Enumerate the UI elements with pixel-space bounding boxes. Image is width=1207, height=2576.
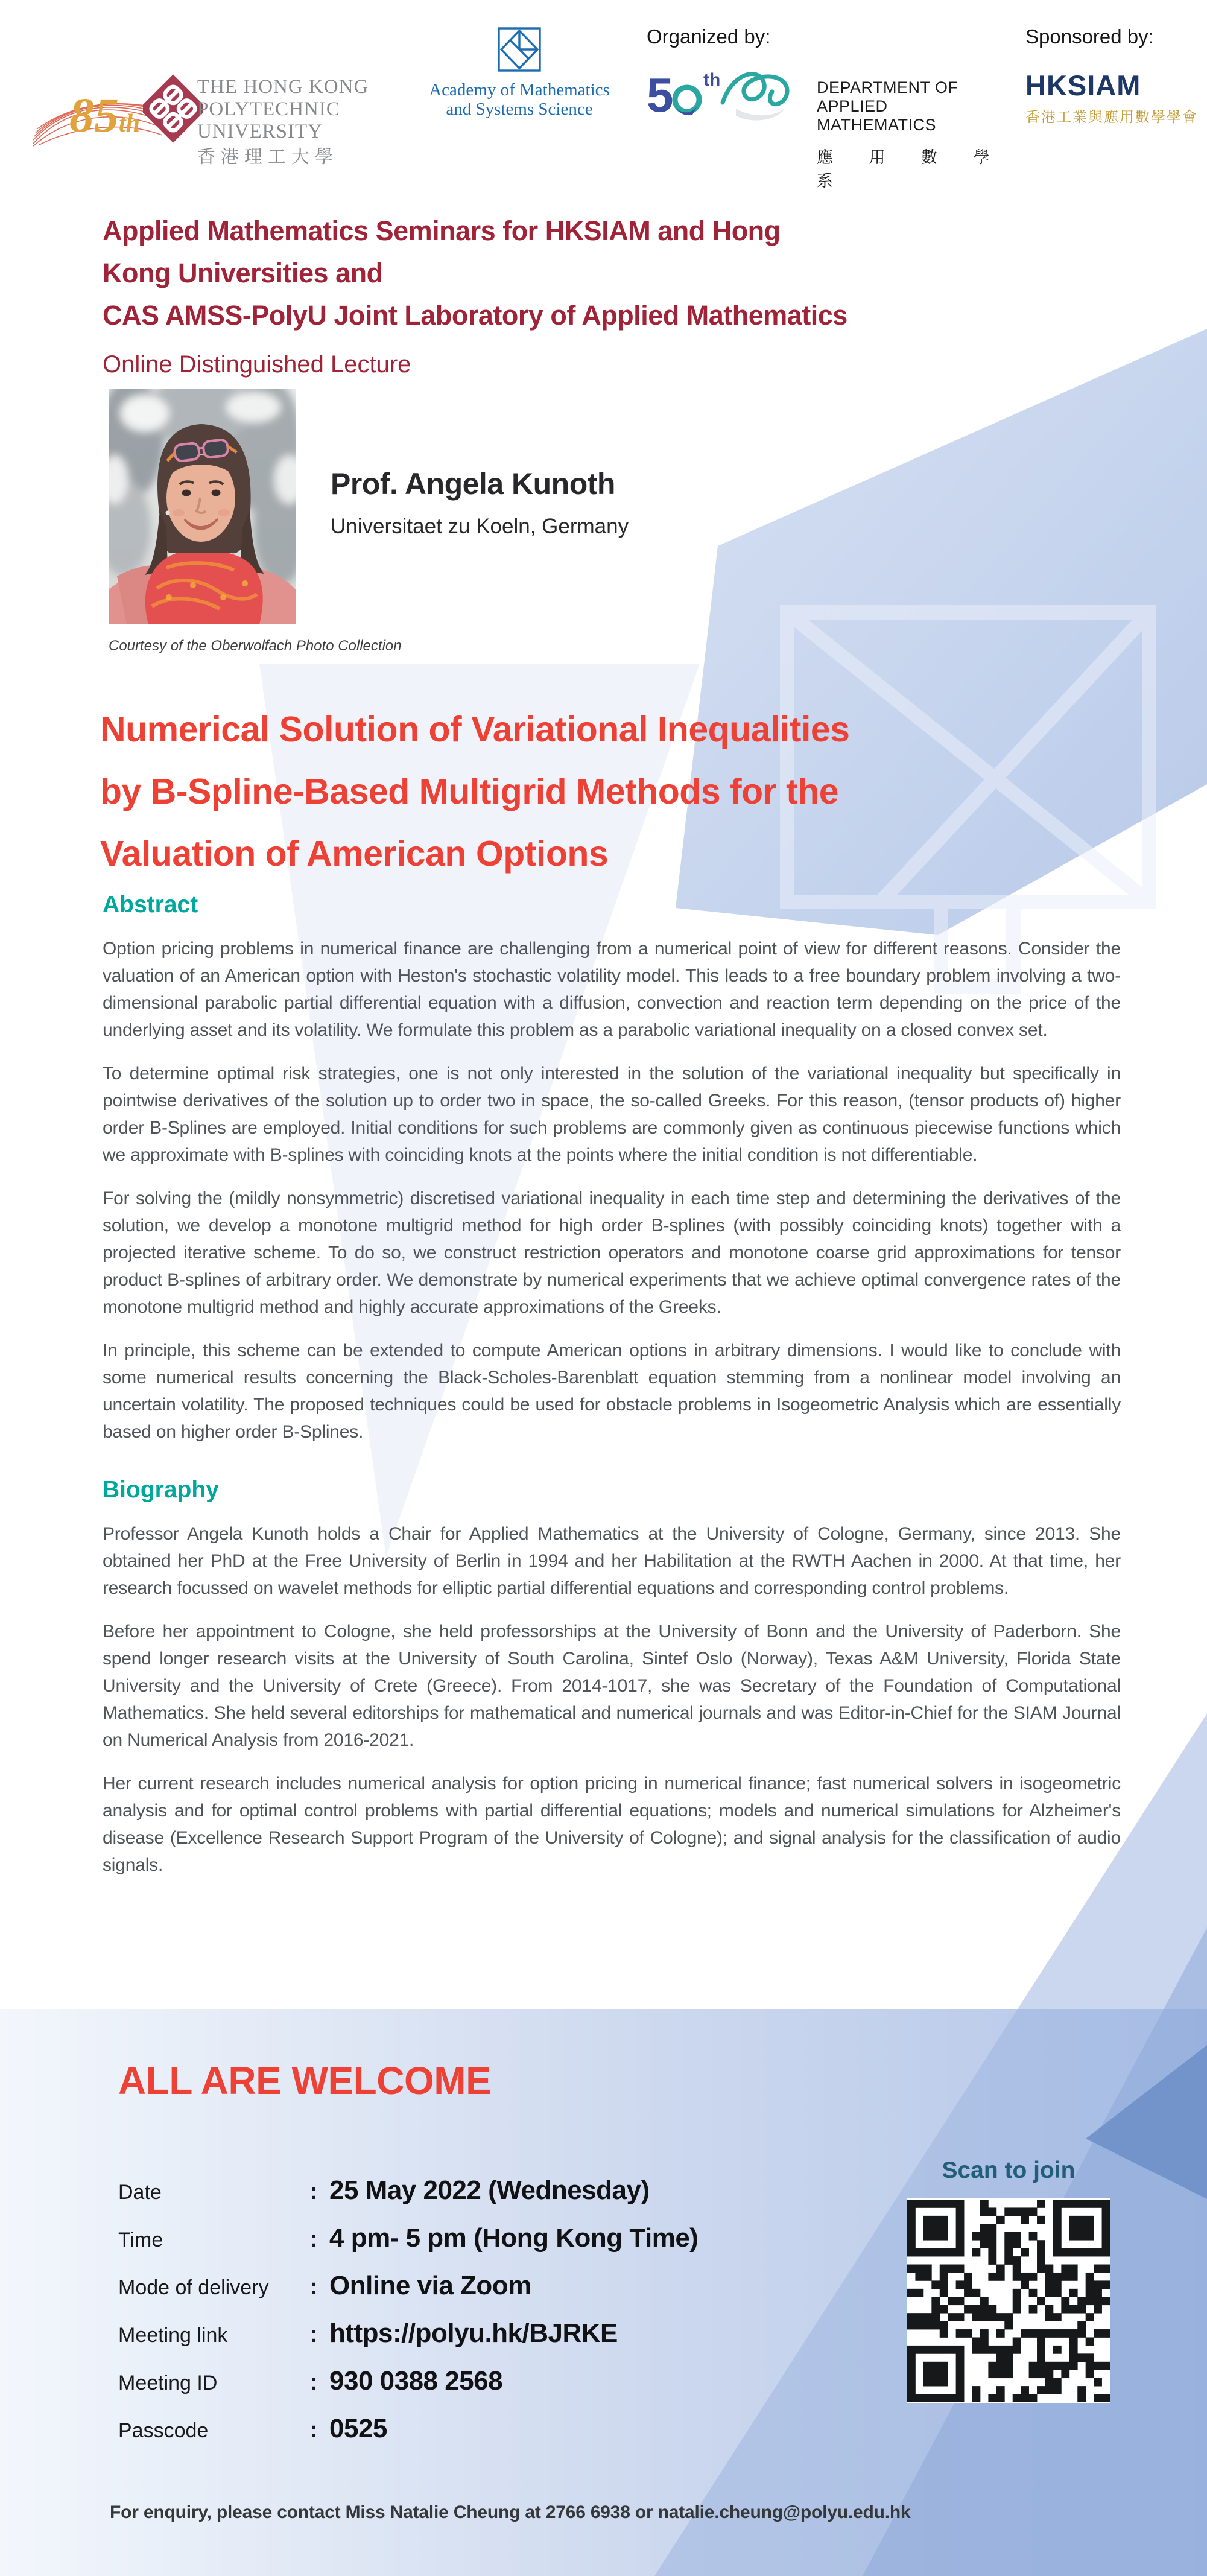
detail-colon: :	[310, 2179, 318, 2204]
detail-value-date: 25 May 2022 (Wednesday)	[329, 2175, 650, 2205]
amss-icon	[498, 27, 541, 72]
amss-wordmark	[425, 80, 613, 119]
dept-50th-zero-icon	[671, 82, 703, 117]
event-info-panel	[0, 2009, 1207, 2576]
abstract-paragraph: In principle, this scheme can be extended to compute American options in arbitrary dimensions. I would like to conclude with some numerical results concerning the Black-Scholes-Barenblatt equation stemming from a nonlinear model involving an uncertain volatility. The proposed techniques could be used for obstacle problems in Isogeometric Analysis which are essentially based on higher order B-Splines.	[103, 1340, 1121, 1442]
detail-colon: :	[310, 2322, 318, 2347]
applied-math-dept-logo	[647, 68, 1009, 191]
detail-label: Meeting ID	[118, 2371, 218, 2394]
detail-row-date	[118, 2175, 698, 2206]
abstract-paragraph: For solving the (mildly nonsymmetric) discretised variational inequality in each time step and determining the derivatives of the solution, we develop a monotone multigrid method for high order B-splines (with possibly coinciding knots) together with a projected iterative scheme. To do so, we construct restriction operators and monotone coarse grid approximations for tensor product B-splines of arbitrary order. We demonstrate by numerical experiments that we achieve optimal convergence rates of the monotone multigrid method and highly accurate approximations of the Greeks.	[103, 1188, 1121, 1317]
series-title-line: CAS AMSS-PolyU Joint Laboratory of Applied Mathematics	[103, 300, 847, 331]
detail-value-mode: Online via Zoom	[329, 2271, 531, 2300]
amss-name-line2: and Systems Science	[446, 100, 593, 119]
detail-row-passcode	[118, 2414, 698, 2444]
qr-code-box	[907, 2198, 1110, 2403]
biography-paragraph: Before her appointment to Cologne, she held professorships at the University of Bonn and the University of Paderborn. She spend longer research visits at the University of South Carolina, Sintef Oslo (Norway), Texas A&M University, Florida State University and the University of Crete (Greece). From 2014-1017, she was Secretary of the Foundation of Computational Mathematics. She held several editorships for mathematical and numerical journals and was Editor-in-Chief for the SIAM Journal on Numerical Analysis from 2016-2021.	[103, 1622, 1121, 1750]
detail-colon: :	[310, 2227, 318, 2252]
hksiam-name-chinese: 香港工業與應用數學學會	[1025, 109, 1198, 125]
polyu-name-chinese: 香港理工大學	[197, 147, 338, 167]
speaker-name: Prof. Angela Kunoth	[331, 467, 615, 501]
dept-name-block	[817, 75, 1009, 191]
event-details-list	[118, 2175, 698, 2461]
sponsored-by-block	[1025, 25, 1200, 126]
polyu-logo	[33, 66, 383, 167]
polyu-crest-icon	[143, 71, 203, 147]
abstract-paragraph: To determine optimal risk strategies, one is not only interested in the solution of the variational inequality but specifically in pointwise derivatives of the solution up to order two in space, the so-called Greeks. For this reason, (tensor products of) higher order B-Splines are employed. Initial conditions for such problems are commonly given as continuous piecewise functions which we approximate with B-splines with coinciding knots at the points where the initial condition is not differentiable.	[103, 1064, 1121, 1165]
welcome-banner: ALL ARE WELCOME	[118, 2059, 492, 2102]
seminar-series-title	[103, 210, 847, 378]
polyu-wordmark	[197, 76, 383, 168]
detail-row-mode	[118, 2271, 698, 2301]
dept-name-chinese: 應 用 數 學 系	[817, 148, 1006, 190]
amss-name-line1: Academy of Mathematics	[429, 80, 610, 100]
detail-value-passcode: 0525	[329, 2414, 387, 2443]
sponsored-by-label: Sponsored by:	[1025, 25, 1154, 48]
biography-paragraph: Her current research includes numerical analysis for option pricing in numerical finance; fast numerical solvers in isogeometric analysis and for optimal control problems with partial differential equations; models and numerical simulations for Alzheimer's disease (Excellence Research Support Program of the University of Cologne); and signal analysis for the classification of audio signals.	[103, 1774, 1121, 1875]
speaker-info	[331, 389, 629, 655]
detail-value-time: 4 pm- 5 pm (Hong Kong Time)	[329, 2223, 699, 2253]
detail-label: Mode of delivery	[118, 2276, 269, 2299]
dept-ribbon-icon	[718, 65, 802, 125]
organized-by-block	[647, 25, 1009, 191]
detail-value-meeting-id: 930 0388 2568	[329, 2366, 503, 2396]
amss-logo	[425, 27, 613, 119]
hksiam-logo: HKSIAM	[1025, 69, 1141, 101]
polyu-name-line1: THE HONG KONG	[197, 76, 369, 98]
detail-colon: :	[310, 2370, 318, 2395]
detail-row-meeting-link	[118, 2318, 698, 2349]
talk-title	[100, 699, 1138, 885]
talk-title-line: Numerical Solution of Variational Inequalities	[100, 709, 850, 749]
dept-50th-icon: 5 th	[647, 68, 721, 122]
abstract-heading: Abstract	[103, 892, 198, 918]
detail-colon: :	[310, 2417, 318, 2443]
detail-label: Time	[118, 2229, 163, 2251]
detail-row-time	[118, 2223, 698, 2253]
series-title-line: Kong Universities and	[103, 258, 383, 288]
dept-name-english: DEPARTMENT OF APPLIED MATHEMATICS	[817, 78, 958, 134]
speaker-section	[109, 389, 629, 655]
series-title-line: Applied Mathematics Seminars for HKSIAM and Hong	[103, 215, 781, 246]
detail-label: Date	[118, 2181, 162, 2204]
detail-row-meeting-id	[118, 2366, 698, 2396]
detail-label: Meeting link	[118, 2324, 228, 2347]
scan-to-join-label: Scan to join	[942, 2157, 1076, 2183]
meeting-link[interactable]: https://polyu.hk/BJRKE	[329, 2318, 618, 2348]
speaker-photo-column	[109, 389, 402, 655]
photo-caption: Courtesy of the Oberwolfach Photo Collection	[109, 638, 402, 654]
organized-by-label: Organized by:	[647, 25, 771, 48]
polyu-85th-anniversary: 85th	[69, 87, 141, 142]
abstract-paragraph: Option pricing problems in numerical finance are challenging from a numerical point of view for different reasons. Consider the valuation of an American option with Heston's stochastic volatility model. This leads to a free boundary problem involving a two-dimensional parabolic partial differential equation with a diffusion, convection and reaction term depending on the price of the underlying asset and its volatility. We formulate this problem as a parabolic variational inequality on a closed convex set.	[103, 939, 1121, 1040]
talk-title-line: Valuation of American Options	[100, 834, 609, 874]
enquiry-footer: For enquiry, please contact Miss Natalie Cheung at 2766 6938 or natalie.cheung@polyu.edu.hk	[110, 2502, 911, 2522]
biography-paragraph: Professor Angela Kunoth holds a Chair for Applied Mathematics at the University of Cologne, Germany, since 2013. She obtained her PhD at the Free University of Berlin in 1994 and her Habilitation at the RWTH Aachen in 2000. At that time, her research focussed on wavelet methods for elliptic partial differential equations and corresponding control problems.	[103, 1524, 1121, 1598]
article-body	[103, 892, 1121, 1895]
lecture-type-subtitle: Online Distinguished Lecture	[103, 351, 411, 378]
talk-title-line: by B-Spline-Based Multigrid Methods for the	[100, 772, 839, 811]
speaker-affiliation: Universitaet zu Koeln, Germany	[331, 515, 629, 538]
biography-heading: Biography	[103, 1477, 219, 1503]
detail-label: Passcode	[118, 2419, 209, 2442]
speaker-photo	[109, 389, 296, 624]
qr-section	[907, 2157, 1110, 2403]
polyu-name-line2: POLYTECHNIC UNIVERSITY	[197, 98, 340, 142]
qr-code	[907, 2200, 1110, 2402]
detail-colon: :	[310, 2274, 318, 2300]
